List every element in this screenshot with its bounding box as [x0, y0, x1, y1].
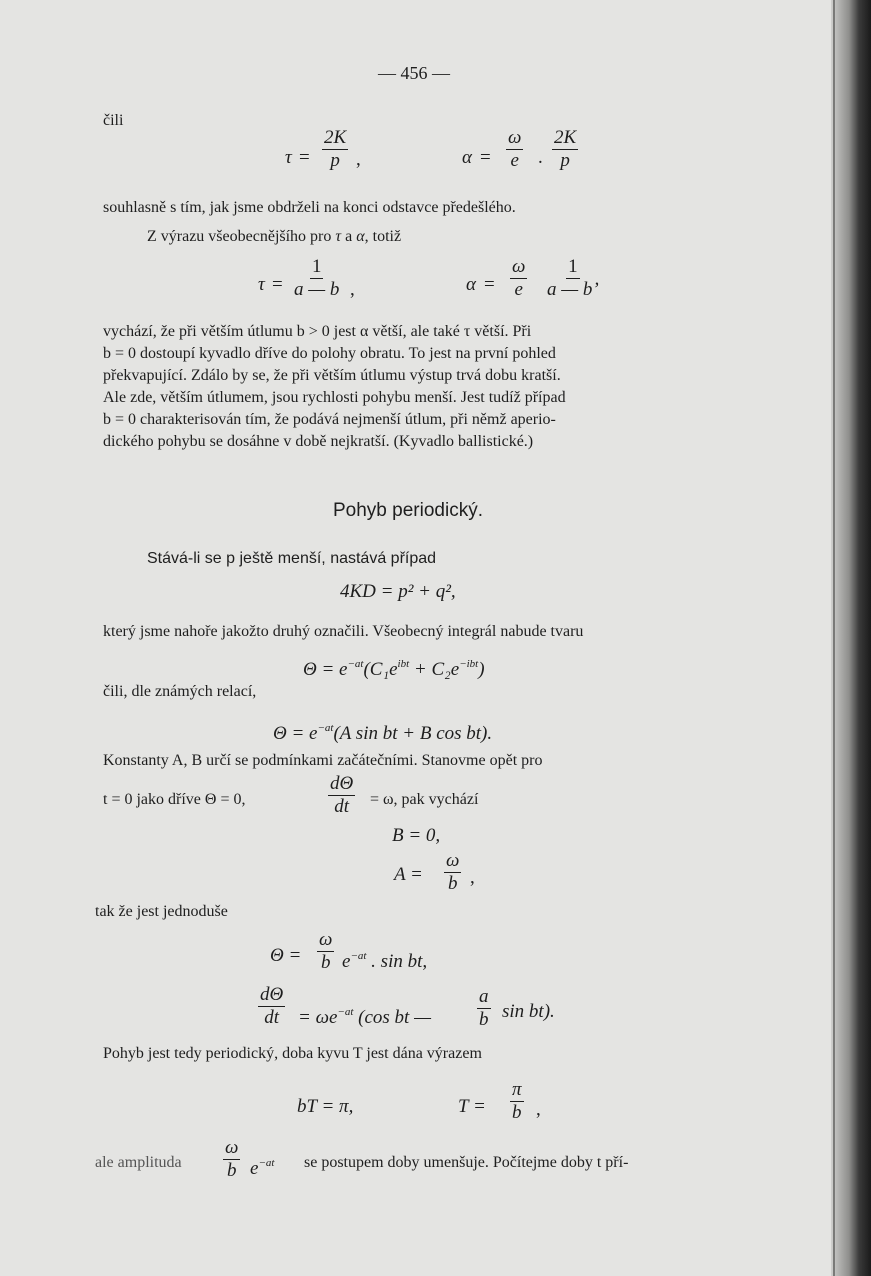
symbol-alpha: α	[466, 274, 476, 295]
equation-T: T =	[458, 1096, 486, 1117]
equation-theta-simple-rhs	[342, 946, 427, 972]
denominator: p	[560, 150, 570, 171]
equation-B0: B = 0,	[392, 825, 441, 846]
fraction-omega-over-b	[317, 930, 334, 973]
exponent: −at	[258, 1157, 275, 1169]
symbol-alpha: α	[462, 147, 472, 168]
eq-part: Θ = e	[273, 723, 318, 744]
symbol-comma: ,	[470, 867, 475, 888]
eq-part: . sin bt,	[371, 951, 428, 972]
exponent: ibt	[397, 658, 410, 670]
equation-A: A =	[394, 864, 423, 885]
page-edge-shadow	[831, 0, 871, 1276]
fraction-dtheta-dt	[258, 985, 285, 1028]
symbol-comma: ,	[356, 149, 361, 170]
equation-derivative-rhs	[298, 1002, 431, 1028]
symbol-equals: =	[299, 147, 310, 168]
equation-amplitude-exp	[250, 1153, 274, 1179]
fraction-1-over-a-minus-b-prime	[545, 257, 601, 300]
eq-part: = ωe	[298, 1007, 338, 1028]
text-ktery: který jsme nahoře jakožto druhý označili. Všeobecný integrál nabude tvaru	[103, 623, 584, 640]
fraction-dtheta-dt	[328, 774, 355, 817]
fraction-pi-over-b	[510, 1080, 524, 1123]
fraction-1-over-a-minus-b	[292, 257, 341, 300]
numerator: π	[512, 1079, 522, 1100]
eq-part: (A sin bt + B cos bt).	[333, 723, 493, 744]
paragraph-line: dického pohybu se dosáhne v době nejkratší. (Kyvadlo ballistické.)	[103, 433, 534, 450]
numerator: ω	[508, 127, 522, 148]
symbol-comma: ,	[350, 279, 355, 300]
eq-part: e	[250, 1158, 259, 1179]
exponent: −at	[317, 722, 334, 734]
eq-part: + C₂e	[409, 659, 460, 680]
exponent: −at	[350, 950, 367, 962]
text-pohyb: Pohyb jest tedy periodický, doba kyvu T jest dána výrazem	[103, 1045, 482, 1062]
text-stava: Stává-li se p ještě menší, nastává případ	[147, 550, 437, 567]
text-souhlasne: souhlasně s tím, jak jsme obdrželi na konci odstavce předešlého.	[103, 199, 516, 216]
exponent: −at	[347, 658, 364, 670]
exponent: −at	[337, 1006, 354, 1018]
equation-4KD: 4KD = p² + q²,	[340, 581, 456, 602]
denominator: b	[447, 873, 458, 894]
symbol-equals: =	[272, 274, 283, 295]
fraction-omega-over-e	[510, 257, 527, 300]
equation-derivative-end: sin bt).	[502, 1001, 555, 1022]
symbol-alpha: α	[356, 228, 365, 245]
eq-part: e	[342, 951, 351, 972]
page-number: — 456 —	[378, 63, 450, 83]
eq-part: (C₁e	[363, 659, 398, 680]
eq-part: )	[478, 659, 485, 680]
fraction-omega-over-b	[444, 851, 461, 894]
denominator: p	[330, 150, 340, 171]
text-fragment: a	[345, 228, 353, 245]
numerator: a	[479, 986, 489, 1007]
numerator: ω	[512, 256, 526, 277]
text-z-vyrazu	[147, 228, 401, 246]
exponent: −ibt	[459, 658, 479, 670]
symbol-equals: =	[480, 147, 491, 168]
denominator: dt	[264, 1007, 279, 1028]
eq-part: Θ = e	[303, 659, 348, 680]
denominator: b	[226, 1160, 237, 1181]
text-cili-relaci: čili, dle známých relací,	[103, 683, 257, 700]
text-fragment: , totiž	[364, 228, 402, 245]
text-t0-b: = ω, pak vychází	[370, 791, 479, 808]
text-t0-a: t = 0 jako dříve Θ = 0,	[103, 791, 246, 808]
numerator: ω	[225, 1137, 239, 1158]
numerator: dΘ	[330, 773, 354, 794]
numerator: dΘ	[260, 984, 284, 1005]
symbol-tau: τ	[285, 147, 292, 168]
fraction-a-over-b	[477, 987, 491, 1030]
fraction-2K-over-p	[552, 128, 578, 171]
denominator: dt	[334, 796, 349, 817]
numerator: ω	[319, 929, 333, 950]
denominator: e	[510, 150, 519, 171]
paragraph-line: b = 0 charakterisován tím, že podává nejmenší útlum, při němž aperio-	[103, 411, 556, 428]
symbol-comma: ,	[536, 1099, 541, 1120]
numerator: 1	[311, 256, 322, 277]
fraction-omega-over-e	[506, 128, 523, 171]
denominator: a — b’	[547, 279, 599, 300]
paragraph-line: překvapující. Zdálo by se, že při větším útlumu výstup trvá dobu kratší.	[103, 367, 561, 384]
text-tak: tak že jest jednoduše	[95, 903, 228, 920]
text-konstanty: Konstanty A, B určí se podmínkami začátečními. Stanovme opět pro	[103, 752, 543, 769]
symbol-equals: =	[484, 274, 495, 295]
text-fragment: Z výrazu všeobecnějšího pro	[147, 228, 332, 245]
symbol-tau: τ	[258, 274, 265, 295]
page-edge-line	[833, 0, 835, 1276]
paragraph-line: vychází, že při větším útlumu b > 0 jest α větší, ale také τ větší. Při	[103, 323, 532, 340]
text-postupem: se postupem doby umenšuje. Počítejme doby t pří-	[304, 1154, 629, 1171]
fraction-2K-over-p	[322, 128, 348, 171]
denominator: b	[479, 1009, 489, 1030]
equation-bT: bT = π,	[297, 1096, 354, 1117]
paragraph-line: b = 0 dostoupí kyvadlo dříve do polohy obratu. To jest na první pohled	[103, 345, 556, 362]
fraction-omega-over-b	[223, 1138, 240, 1181]
symbol-dot: .	[538, 147, 543, 168]
denominator: b	[512, 1102, 522, 1123]
equation-theta-sin-cos	[273, 718, 492, 744]
text-ale-amplituda: ale amplituda	[95, 1154, 182, 1171]
denominator: b	[320, 952, 331, 973]
numerator: 2K	[554, 127, 577, 148]
section-heading: Pohyb periodický.	[333, 500, 483, 521]
denominator: e	[514, 279, 523, 300]
numerator: 1	[568, 256, 578, 277]
denominator: a — b	[294, 279, 340, 300]
symbol-tau: τ	[335, 228, 342, 245]
equation-theta-simple-lhs: Θ =	[270, 945, 302, 966]
numerator: ω	[446, 850, 460, 871]
numerator: 2K	[324, 127, 347, 148]
eq-part: (cos bt —	[358, 1007, 431, 1028]
equation-general-integral	[303, 654, 485, 680]
paragraph-line: Ale zde, větším útlumem, jsou rychlosti pohybu menší. Jest tudíž případ	[103, 389, 566, 406]
text-cili: čili	[103, 112, 124, 129]
